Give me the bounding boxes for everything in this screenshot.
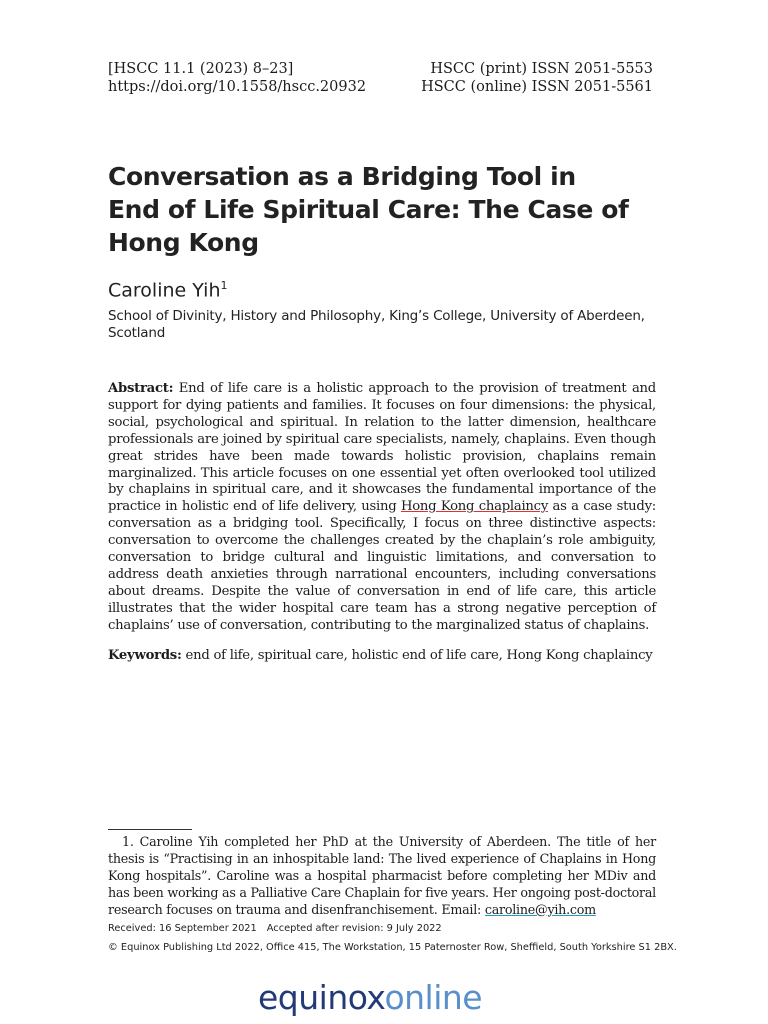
keywords [108,647,656,664]
email-link[interactable]: caroline@yih.com [484,901,596,917]
footnote-marker[interactable]: 1 [220,279,228,292]
footnote [108,834,656,919]
logo-part-online: online [384,978,483,1017]
dates [108,923,442,934]
keywords-label: Keywords: [108,648,182,663]
issn-online: HSCC (online) ISSN 2051-5561 [421,79,653,95]
doi-link[interactable]: https://doi.org/10.1558/hscc.20932 [108,79,367,95]
abstract [108,381,656,635]
title-line: Conversation as a Bridging Tool in [108,162,576,191]
accepted-date: Accepted after revision: 9 July 2022 [266,923,442,934]
abstract-text: as a case study: conversation as a bridging tool. Specifically, I focus on three distinctive aspects: conversation to overcome the challenges created by the chaplain’s role ambiguity, conversation to bridge cultural and linguistic limitations, and conversation to address death anxieties through narrational encounters, including conversations about dreams. Despite the value of conversation in end of life care, this article illustrates that the wider hospital care team has a strong negative perception of chaplains’ use of conversation, contributing to the marginalized status of chaplains. [108,499,656,633]
footnote-text: 1. Caroline Yih completed her PhD at the University of Aberdeen. The title of her thesis is “Practising in an inhospitable land: The lived experience of Chaplains in Hong Kong hospitals”. Caroline was a hospital pharmacist before completing her MDiv and has been working as a Palliative Care Chaplain for five years. Her ongoing post-doctoral research focuses on trauma and disenfranchisement. Email: [108,834,656,917]
affiliation: School of Divinity, History and Philosophy, King’s College, University of Aberdeen, Scotland [108,308,645,341]
keywords-text: end of life, spiritual care, holistic end of life care, Hong Kong chaplaincy [181,648,653,663]
copyright: © Equinox Publishing Ltd 2022, Office 415, The Workstation, 15 Paternoster Row, Sheffield, South Yorkshire S1 2BX. [108,942,677,953]
logo-part-equinox: equinox [258,978,385,1017]
author [108,279,228,301]
abstract-highlight: Hong Kong chaplaincy [400,499,549,515]
received-date: Received: 16 September 2021 [108,923,257,934]
author-name: Caroline Yih [108,279,221,302]
title-line: Hong Kong [108,228,259,257]
abstract-label: Abstract: [108,381,174,396]
issn-print: HSCC (print) ISSN 2051-5553 [430,61,653,77]
title-line: End of Life Spiritual Care: The Case of [108,195,629,224]
publisher-logo [258,978,482,1017]
footnote-divider [108,829,192,830]
article-title [108,160,648,259]
citation: [HSCC 11.1 (2023) 8–23] [108,61,294,77]
abstract-text: End of life care is a holistic approach to the provision of treatment and support for dying patients and families. It focuses on four dimensions: the physical, social, psychological and spiritual. In relation to the latter dimension, healthcare professionals are joined by spiritual care specialists, namely, chaplains. Even though great strides have been made towards holistic provision, chaplains remain marginalized. This article focuses on one essential yet often overlooked tool utilized by chaplains in spiritual care, and it showcases the fundamental importance of the practice in holistic end of life delivery, using [108,381,656,515]
